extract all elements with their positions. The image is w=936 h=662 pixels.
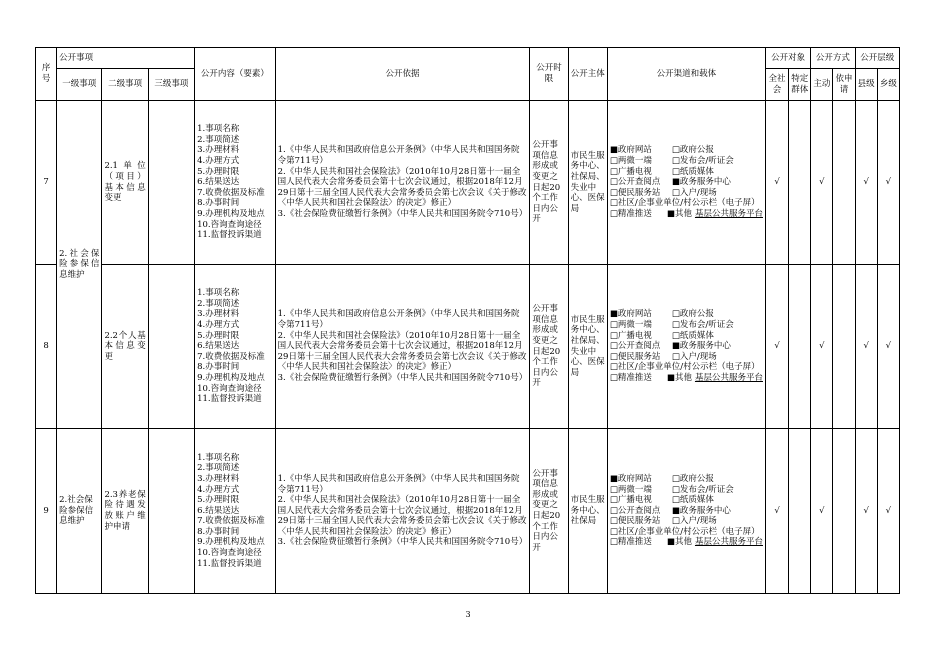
content-item: 11.监督投诉渠道 [197,230,262,241]
channel-option: □两微一端 [609,484,652,495]
header-subject: 公开主体 [568,48,607,101]
channel-option: ■政务服务中心 [671,505,731,516]
level1-cell-merged [57,101,102,429]
seq-number: 7 [43,177,49,188]
target-specific-check [789,265,811,429]
check-mark: √ [863,341,869,352]
channel-option: □社区/企事业单位/村公示栏（电子屏） [609,362,760,373]
content-item: 4.办理方式 [197,320,240,331]
check-mark: √ [819,505,825,516]
channel-row [610,537,763,548]
content-cell [195,265,276,429]
channel-option: □发布会/听证会 [671,320,734,331]
mode-apply-check [833,101,855,265]
content-cell [195,101,276,265]
content-item: 3.办理材料 [197,309,240,320]
seq-cell [36,101,57,265]
check-mark: √ [774,177,780,188]
header-tier-township: 乡级 [877,69,899,101]
target-specific-check [789,429,811,594]
channel-option: ■其他 [666,537,692,548]
channel-row [610,145,763,156]
time-limit-text: 公开事项信息形成或变更之日起20个工作日内公开 [532,468,561,553]
seq-number: 9 [43,505,49,516]
channels-cell [607,265,765,429]
target-all-check [765,265,788,429]
header-tier: 公开层级 [855,48,899,69]
content-item: 8.办事时间 [197,362,240,373]
level3-cell [148,429,194,594]
time-limit-cell [530,101,568,265]
channel-row [610,516,763,527]
channel-option: □便民服务站 [609,516,661,527]
channel-row [610,362,763,373]
subject-text: 市民生服务中心、社保局 [570,495,605,527]
channel-row [610,198,763,209]
channel-option: □便民服务站 [609,351,661,362]
tier-township-check [877,429,899,594]
channel-row [610,485,763,496]
time-limit-cell [530,429,568,594]
time-limit-cell [530,265,568,429]
table-row [36,265,900,429]
check-mark: √ [885,177,892,188]
header-seq: 序号 [36,48,57,101]
channel-row [610,341,763,352]
header-mode-active: 主动 [811,69,833,101]
channel-option: □精准推送 [609,537,652,548]
channel-row [610,188,763,199]
basis-item: 1.《中华人民共和国政府信息公开条例》（中华人民共和国国务院令第711号） [277,145,520,167]
channel-option: □政府公报 [671,309,714,320]
basis-item: 3.《社会保险费征缴暂行条例》（中华人民共和国国务院令710号） [277,537,528,548]
content-item: 11.监督投诉渠道 [197,558,262,569]
content-item: 6.结果送达 [197,505,240,516]
basis-item: 2.《中华人民共和国社会保险法》（2010年10月28日第十一届全国人民代表大会常务委员会第十七次会议通过，根据2018年12月29日第十三届全国人民代表大会常务委员会第七次会议《关于修改〈中华人民共和国社会保险法〉的决定》修正） [277,166,527,209]
content-item: 7.收费依据及标准 [197,516,265,527]
header-time-limit: 公开时限 [530,48,568,101]
channel-row [610,167,763,178]
channel-option: □广播电视 [609,495,652,506]
tier-county-check [855,265,877,429]
channel-row [610,320,763,331]
mode-active-check [811,429,833,594]
channel-option: □公开查阅点 [609,505,661,516]
level1-label: 2.社会保险参保信息维护 [59,248,100,280]
channel-option: □精准推送 [609,208,652,219]
check-mark: √ [819,177,825,188]
content-item: 2.事项简述 [197,463,240,474]
header-level2: 二级事项 [102,69,148,101]
header-target-all: 全社会 [765,69,788,101]
channel-row [610,506,763,517]
channel-row [610,156,763,167]
content-item: 10.咨询查询途径 [197,548,262,559]
basis-item: 1.《中华人民共和国政府信息公开条例》（中华人民共和国国务院令第711号） [277,309,520,331]
content-item: 8.办事时间 [197,198,240,209]
content-item: 5.办理时限 [197,330,240,341]
channel-option: □入户/现场 [671,516,717,527]
header-level3: 三级事项 [148,69,194,101]
header-target: 公开对象 [765,48,810,69]
content-item: 9.办理机构及地点 [197,372,265,383]
content-item: 4.办理方式 [197,484,240,495]
table-row [36,429,900,594]
mode-apply-check [833,429,855,594]
channel-option: □入户/现场 [671,187,717,198]
basis-item: 3.《社会保险费征缴暂行条例》（中华人民共和国国务院令710号） [277,208,528,219]
level3-cell [148,265,194,429]
content-item: 6.结果送达 [197,341,240,352]
content-item: 1.事项名称 [197,124,240,135]
header-mode: 公开方式 [811,48,855,69]
subject-cell [568,101,607,265]
seq-cell [36,429,57,594]
subject-cell [568,265,607,429]
check-mark: √ [863,177,869,188]
mode-active-check [811,265,833,429]
header-basis: 公开依据 [275,48,530,101]
channel-option: □便民服务站 [609,187,661,198]
level2-label: 2.2个人基本信息变更 [104,330,146,362]
basis-item: 1.《中华人民共和国政府信息公开条例》（中华人民共和国国务院令第711号） [277,473,520,495]
channel-option: □纸质媒体 [671,166,714,177]
mode-apply-check [833,265,855,429]
channels-cell [607,101,765,265]
channel-option: □社区/企事业单位/村公示栏（电子屏） [609,526,760,537]
channel-option: □发布会/听证会 [671,156,734,167]
basis-item: 2.《中华人民共和国社会保险法》（2010年10月28日第十一届全国人民代表大会常务委员会第十七次会议通过，根据2018年12月29日第十三届全国人民代表大会常务委员会第七次会议《关于修改〈中华人民共和国社会保险法〉的决定》修正） [277,495,527,537]
level2-cell [102,265,148,429]
check-mark: √ [774,341,780,352]
channel-row [610,209,763,220]
basis-cell [275,101,530,265]
content-item: 9.办理机构及地点 [197,208,265,219]
content-item: 9.办理机构及地点 [197,537,265,548]
channel-row [610,177,763,188]
header-content: 公开内容（要素） [195,48,276,101]
channel-option: □公开查阅点 [609,177,661,188]
tier-county-check [855,101,877,265]
channel-row [610,527,763,538]
target-specific-check [789,101,811,265]
channel-option: □公开查阅点 [609,341,661,352]
channel-option: ■政府网站 [609,309,652,320]
content-item: 7.收费依据及标准 [197,187,265,198]
channel-row [610,309,763,320]
content-item: 2.事项简述 [197,134,240,145]
check-mark: √ [885,341,892,352]
check-mark: √ [774,505,780,516]
level2-label: 2.3养老保险待遇发放账户维护申请 [104,489,146,532]
channel-row [610,331,763,342]
channels-cell [607,429,765,594]
content-item: 3.办理材料 [197,145,240,156]
tier-township-check [877,101,899,265]
check-mark: √ [819,341,825,352]
subject-text: 市民生服务中心、社保局、失业中心、医保局 [570,150,605,214]
basis-cell [275,429,530,594]
channel-other-note: 基层公共服务平台 [694,208,763,219]
content-item: 5.办理时限 [197,166,240,177]
header-tier-county: 县级 [855,69,877,101]
channel-option: □发布会/听证会 [671,484,734,495]
table-row [36,101,900,265]
channel-option: ■政务服务中心 [671,177,731,188]
page-number: 3 [465,610,471,619]
content-item: 10.咨询查询途径 [197,219,262,230]
content-item: 6.结果送达 [197,177,240,188]
subject-cell [568,429,607,594]
seq-cell [36,265,57,429]
mode-active-check [811,101,833,265]
basis-cell [275,265,530,429]
content-cell [195,429,276,594]
time-limit-text: 公开事项信息形成或变更之日起20个工作日内公开 [532,140,561,225]
check-mark: √ [863,505,869,516]
channel-option: □两微一端 [609,156,652,167]
channel-option: □政府公报 [671,473,714,484]
check-mark: √ [885,505,892,516]
content-item: 1.事项名称 [197,288,240,299]
channel-other-note: 基层公共服务平台 [694,537,763,548]
channel-row [610,352,763,363]
content-item: 1.事项名称 [197,452,240,463]
channel-option: □广播电视 [609,166,652,177]
target-all-check [765,429,788,594]
channel-option: □广播电视 [609,330,652,341]
disclosure-table [35,47,900,594]
channel-option: ■其他 [666,208,692,219]
content-item: 10.咨询查询途径 [197,383,262,394]
content-item: 3.办理材料 [197,473,240,484]
level1-label: 2.社会保险参保信息维护 [59,495,94,527]
content-item: 7.收费依据及标准 [197,351,265,362]
channel-option: ■政务服务中心 [671,341,731,352]
content-item: 5.办理时限 [197,495,240,506]
channel-option: □政府公报 [671,145,714,156]
channel-other-note: 基层公共服务平台 [694,372,763,383]
content-item: 2.事项简述 [197,298,240,309]
tier-county-check [855,429,877,594]
basis-item: 2.《中华人民共和国社会保险法》（2010年10月28日第十一届全国人民代表大会常务委员会第十七次会议通过，根据2018年12月29日第十三届全国人民代表大会常务委员会第七次会议《关于修改〈中华人民共和国社会保险法〉的决定》修正） [277,330,527,373]
channel-option: ■政府网站 [609,145,652,156]
level2-cell [102,429,148,594]
header-target-specific: 特定群体 [789,69,811,101]
channel-option: □纸质媒体 [671,330,714,341]
channel-option: □两微一端 [609,320,652,331]
header-level1: 一级事项 [57,69,102,101]
channel-option: □入户/现场 [671,351,717,362]
header-public-items: 公开事项 [57,48,195,69]
level1-cell [57,429,102,594]
channel-option: □社区/企事业单位/村公示栏（电子屏） [609,198,760,209]
channel-option: ■其他 [666,372,692,383]
seq-number: 8 [43,341,49,352]
content-item: 8.办事时间 [197,526,240,537]
header-mode-apply: 依申请 [833,69,855,101]
level2-label: 2.1单位（项目）基本信息变更 [104,161,146,204]
channel-row [610,373,763,384]
channel-row [610,474,763,485]
content-item: 11.监督投诉渠道 [197,394,262,405]
tier-township-check [877,265,899,429]
channel-option: □精准推送 [609,372,652,383]
channel-row [610,495,763,506]
level2-cell [102,101,148,265]
channel-option: □纸质媒体 [671,495,714,506]
subject-text: 市民生服务中心、社保局、失业中心、医保局 [570,314,605,378]
content-item: 4.办理方式 [197,156,240,167]
level3-cell [148,101,194,265]
basis-item: 3.《社会保险费征缴暂行条例》（中华人民共和国国务院令710号） [277,372,528,383]
channel-option: ■政府网站 [609,473,652,484]
time-limit-text: 公开事项信息形成或变更之日起20个工作日内公开 [532,304,561,389]
target-all-check [765,101,788,265]
header-channels: 公开渠道和载体 [607,48,765,101]
